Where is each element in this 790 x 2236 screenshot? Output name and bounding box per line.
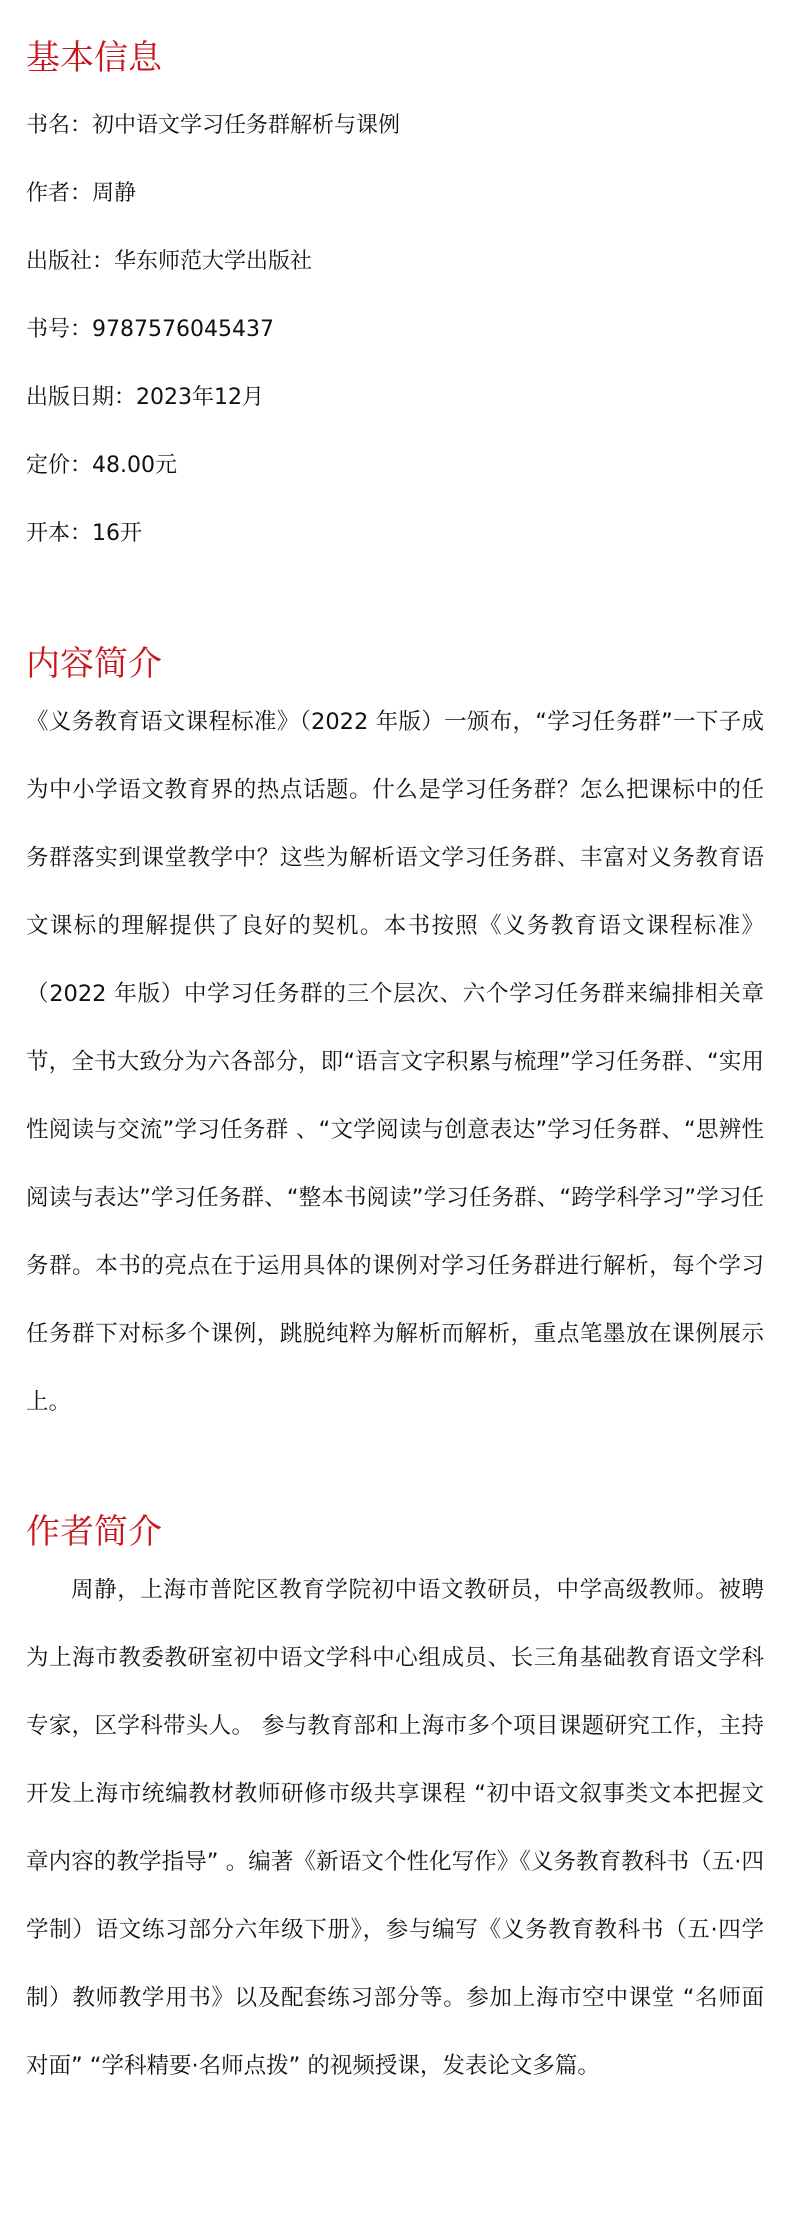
info-label: 出版社： <box>26 249 115 274</box>
basic-info-heading: 基本信息 <box>26 38 162 78</box>
author-heading: 作者简介 <box>26 1512 162 1552</box>
info-label: 出版日期： <box>26 385 137 410</box>
info-label: 作者： <box>26 181 93 206</box>
info-value: 2023年12月 <box>136 385 264 410</box>
info-value: 华东师范大学出版社 <box>114 249 313 274</box>
info-item-format <box>26 500 764 568</box>
info-value: 16开 <box>92 521 143 546</box>
info-label: 开本： <box>26 521 93 546</box>
info-item-author <box>26 160 764 228</box>
basic-info-list <box>26 92 764 568</box>
info-value: 周静 <box>92 181 137 206</box>
info-item-isbn <box>26 296 764 364</box>
info-label: 定价： <box>26 453 93 478</box>
info-item-publish-date <box>26 364 764 432</box>
info-label: 书名： <box>26 113 93 138</box>
info-item-title <box>26 92 764 160</box>
section-spacer <box>26 1436 764 1508</box>
info-value: 48.00元 <box>92 453 177 478</box>
info-label: 书号： <box>26 317 93 342</box>
info-item-publisher <box>26 228 764 296</box>
section-spacer <box>26 568 764 640</box>
info-value: 初中语文学习任务群解析与课例 <box>92 113 401 138</box>
author-text: 周静，上海市普陀区教育学院初中语文教研员，中学高级教师。被聘为上海市教委教研室初中语文学科中心组成员、长三角基础教育语文学科专家，区学科带头人。 参与教育部和上海市多个项目课题研究工作，主持开发上海市统编教材教师研修市级共享课程 “初中语文叙事类文本把握文章内容的教学指导” 。编著《新语文个性化写作》《义务教育教科书（五·四学制）语文练习部分六年级下册》，参与编写《义务教育教科书（五·四学制）教师教学用书》以及配套练习部分等。参加上海市空中课堂 “名师面对面” “学科精要·名师点拨” 的视频授课，发表论文多篇。 <box>26 1577 764 2079</box>
info-value: 9787576045437 <box>92 317 274 342</box>
summary-heading: 内容简介 <box>26 644 162 684</box>
summary-text: 《义务教育语文课程标准》（2022 年版）一颁布，“学习任务群”一下子成为中小学语文教育界的热点话题。什么是学习任务群？怎么把课标中的任务群落实到课堂教学中？这些为解析语文学习任务群、丰富对义务教育语文课标的理解提供了良好的契机。本书按照《义务教育语文课程标准》（2022 年版）中学习任务群的三个层次、六个学习任务群来编排相关章节，全书大致分为六各部分，即“语言文字积累与梳理”学习任务群、“实用性阅读与交流”学习任务群 、“文学阅读与创意表达”学习任务群、“思辨性阅读与表达”学习任务群、“整本书阅读”学习任务群、“跨学科学习”学习任务群。本书的亮点在于运用具体的课例对学习任务群进行解析，每个学习任务群下对标多个课例，跳脱纯粹为解析而解析，重点笔墨放在课例展示上。 <box>26 709 764 1415</box>
info-item-price <box>26 432 764 500</box>
